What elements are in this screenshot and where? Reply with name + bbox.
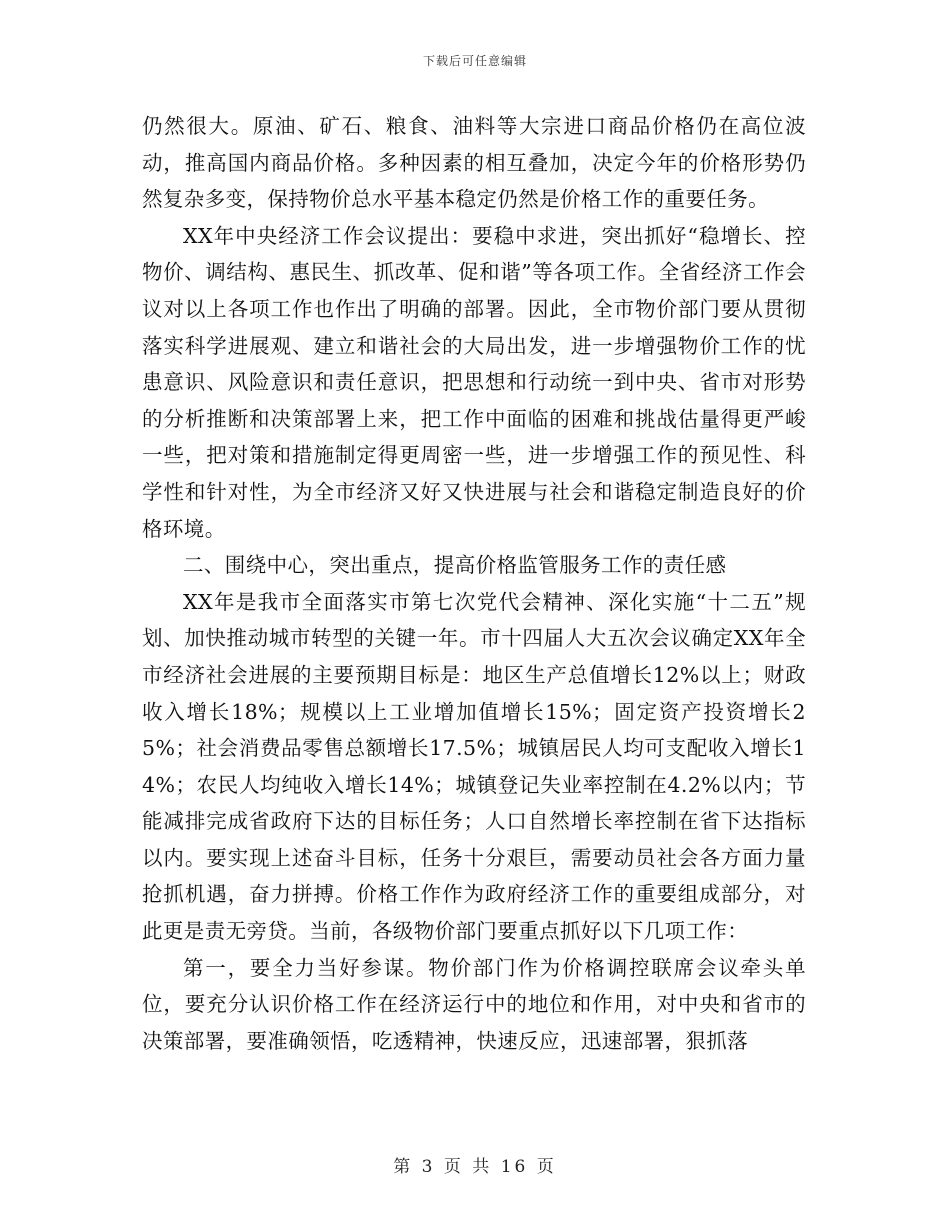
paragraph-continued: 仍然很大。原油、矿石、粮食、油料等大宗进口商品价格仍在高位波动，推高国内商品价格。多种因素的相互叠加，决定今年的价格形势仍然复杂多变，保持物价总水平基本稳定仍然是价格工作的重要任务。: [142, 114, 806, 212]
paragraph-first-task: 第一，要全力当好参谋。物价部门作为价格调控联席会议牵头单位，要充分认识价格工作在经济运行中的地位和作用，对中央和省市的决策部署，要准确领悟，吃透精神，快速反应，迅速部署，狠抓落: [142, 955, 806, 1053]
section-heading: 二、围绕中心，突出重点，提高价格监管服务工作的责任感: [183, 553, 727, 578]
page-header: 下载后可任意编辑: [422, 54, 527, 68]
paragraph-targets: XX年是我市全面落实市第七次党代会精神、深化实施“十二五”规划、加快推动城市转型的关键一年。市十四届人大五次会议确定XX年全市经济社会进展的主要预期目标是：地区生产总值增长12%以上；财政收入增长18%；规模以上工业增加值增长15%；固定资产投资增长25%；社会消费品零售总额增长17.5%；城镇居民人均可支配收入增长14%；农民人均纯收入增长14%；城镇登记失业率控制在4.2%以内；节能减排完成省政府下达的目标任务；人口自然增长率控制在省下达指标以内。要实现上述奋斗目标，任务十分艰巨，需要动员社会各方面力量抢抓机遇，奋力拼搏。价格工作作为政府经济工作的重要组成部分，对此更是责无旁贷。当前，各级物价部门要重点抓好以下几项工作：: [142, 589, 806, 944]
document-body: [142, 108, 806, 1059]
paragraph-economic-conference: XX年中央经济工作会议提出：要稳中求进，突出抓好“稳增长、控物价、调结构、惠民生、抓改革、促和谐”等各项工作。全省经济工作会议对以上各项工作也作出了明确的部署。因此，全市物价部门要从贯彻落实科学进展观、建立和谐社会的大局出发，进一步增强物价工作的忧患意识、风险意识和责任意识，把思想和行动统一到中央、省市对形势的分析推断和决策部署上来，把工作中面临的困难和挑战估量得更严峻一些，把对策和措施制定得更周密一些，进一步增强工作的预见性、科学性和针对性，为全市经济又好又快进展与社会和谐稳定制造良好的价格环境。: [142, 223, 806, 541]
page-footer: 第 3 页 共 16 页: [393, 1157, 557, 1177]
